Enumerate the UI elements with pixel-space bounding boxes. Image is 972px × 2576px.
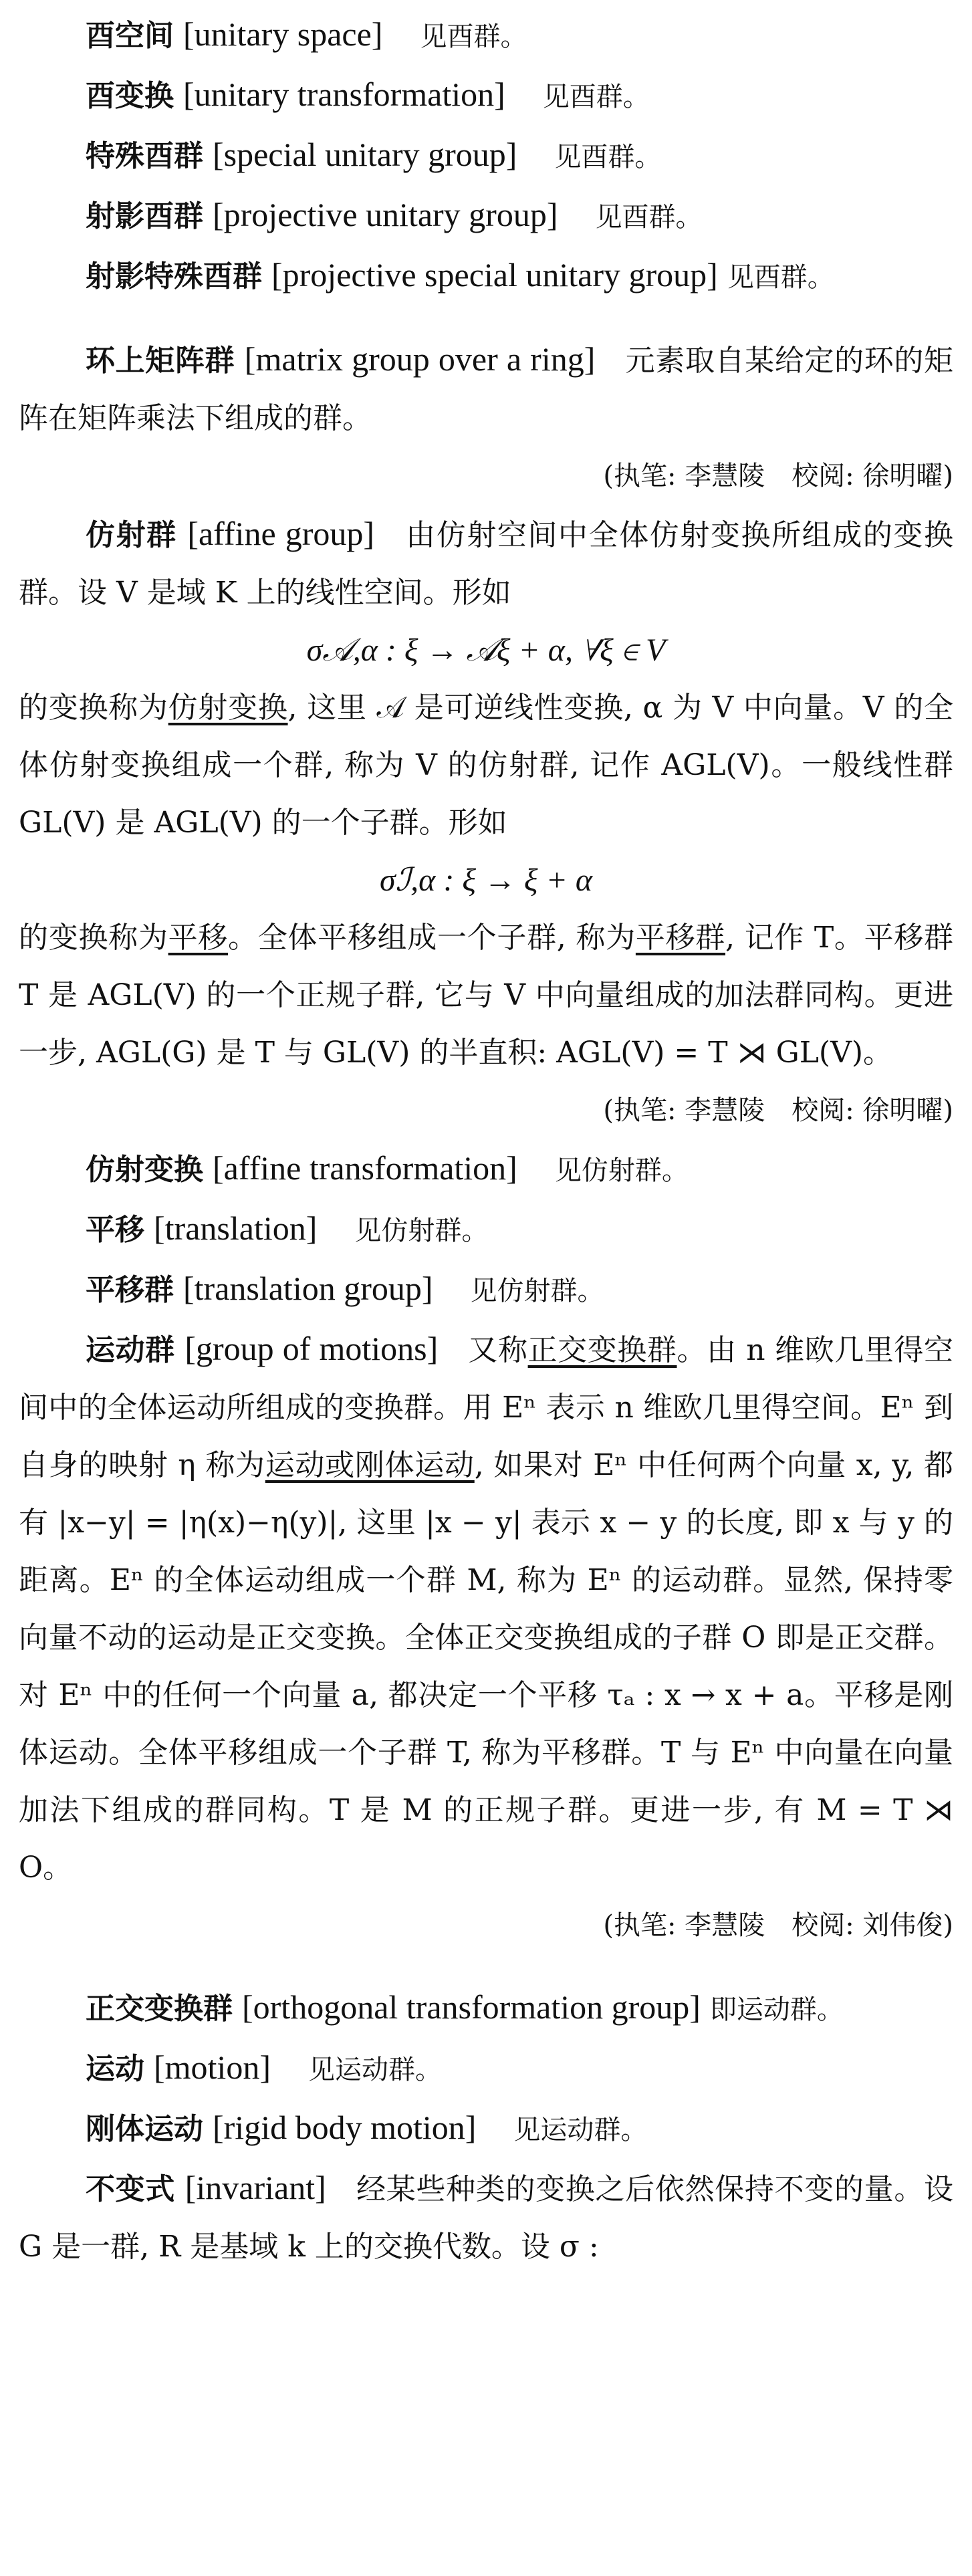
entry-translation-group <box>19 1260 953 1320</box>
underlined-term: 运动或刚体运动 <box>265 1448 475 1482</box>
entry-english: [unitary space] <box>183 15 383 53</box>
entry-see: 见仿射群。 <box>470 1276 604 1306</box>
formula-affine-map: σ𝒜,α : ξ → 𝒜ξ + α, ∀ξ ∈ V <box>306 632 666 668</box>
entry-invariant <box>19 2159 953 2276</box>
entry-translation <box>19 1199 953 1260</box>
entry-english: [projective unitary group] <box>213 196 558 233</box>
body-text: 。全体平移组成一个子群, 称为 <box>227 921 636 955</box>
body-text: 的变换称为 <box>19 691 168 725</box>
entry-term: 酉变换 <box>86 79 174 113</box>
entry-term: 平移 <box>86 1213 144 1247</box>
entry-term: 射影酉群 <box>86 199 203 233</box>
entry-see: 见运动群。 <box>513 2115 648 2145</box>
entry-see: 见酉群。 <box>554 142 662 172</box>
entry-see: 见仿射群。 <box>354 1215 489 1246</box>
entry-term: 仿射变换 <box>86 1153 203 1187</box>
entry-english: [unitary transformation] <box>183 76 505 113</box>
entry-group-of-motions <box>19 1320 953 1897</box>
entry-see: 见仿射群。 <box>554 1155 689 1186</box>
formula-translation-map: σℐ,α : ξ → ξ + α <box>379 862 593 898</box>
entry-english: [matrix group over a ring] <box>244 340 596 378</box>
body-text: 。由 n 维欧几里得空间中的全体运动所组成的变换群。用 Eⁿ 表示 n 维欧几里得空间。Eⁿ 到自身的映射 η 称为 <box>19 1333 954 1482</box>
entry-term: 平移群 <box>86 1273 174 1307</box>
body-text: 又称 <box>468 1333 528 1367</box>
entry-english: [special unitary group] <box>213 136 517 173</box>
entry-english: [translation] <box>154 1209 318 1247</box>
entry-motion <box>19 2038 953 2099</box>
underlined-term: 平移 <box>168 921 228 955</box>
entry-term: 运动 <box>86 2052 144 2086</box>
entry-term: 正交变换群 <box>86 1992 233 2026</box>
entry-body-continued <box>19 679 953 852</box>
entry-see: 见酉群。 <box>595 202 703 233</box>
entry-signature: (执笔: 李慧陵 校阅: 刘伟俊) <box>603 1910 953 1941</box>
entry-body: 元素取自某给定的环的矩阵在矩阵乘法下组成的群。 <box>19 344 954 435</box>
entry-english: [motion] <box>154 2048 271 2086</box>
entry-body: 经某些种类的变换之后依然保持不变的量。设 G 是一群, R 是基域 k 上的交换代数。设 σ : <box>19 2172 954 2264</box>
body-text: , 如果对 Eⁿ 中任何两个向量 x, y, 都有 |x−y| = |η(x)−η(y)|, 这里 |x − y| 表示 x − y 的长度, 即 x 与 y 的距离。Eⁿ 的全体运动组成一个群 M, 称为 Eⁿ 的运动群。显然, 保持零向量不动的运动是正交变换。全体正交变换组成的子群 O 即是正交群。对 Eⁿ 中的任何一个向量 a, 都决定一个平移 τₐ : x → x + a。平移是刚体运动。全体平移组成一个子群 T, 称为平移群。T 与 Eⁿ 中向量在向量加法下组成的群同构。T 是 M 的正规子群。更进一步, 有 M = T ⋊ O。 <box>19 1448 954 1885</box>
entry-english: [rigid body motion] <box>213 2109 477 2146</box>
entry-affine-group <box>19 505 953 622</box>
entry-body-continued <box>19 909 953 1082</box>
entry-see: 即运动群。 <box>709 1994 844 2025</box>
entry-see: 见酉群。 <box>420 21 527 52</box>
entry-affine-transformation <box>19 1139 953 1199</box>
entry-body: 由仿射空间中全体仿射变换所组成的变换群。设 V 是域 K 上的线性空间。形如 <box>19 518 953 610</box>
entry-term: 运动群 <box>86 1333 175 1367</box>
entry-english: [translation group] <box>183 1270 433 1307</box>
underlined-term: 仿射变换 <box>168 691 288 725</box>
entry-signature: (执笔: 李慧陵 校阅: 徐明曜) <box>603 1095 953 1126</box>
entry-term: 酉空间 <box>86 19 174 53</box>
entry-see: 见酉群。 <box>727 262 834 293</box>
body-text: 的变换称为 <box>19 921 168 955</box>
entry-term: 刚体运动 <box>86 2112 203 2146</box>
entry-signature: (执笔: 李慧陵 校阅: 徐明曜) <box>603 461 953 491</box>
entry-english: [projective special unitary group] <box>271 256 718 294</box>
underlined-term: 平移群 <box>635 921 726 955</box>
entry-english: [affine transformation] <box>213 1149 517 1187</box>
entry-term: 不变式 <box>86 2172 176 2206</box>
entry-matrix-group-over-ring <box>19 330 953 447</box>
entry-unitary-space <box>19 5 953 66</box>
entry-rigid-body-motion <box>19 2099 953 2159</box>
entry-term: 特殊酉群 <box>86 139 203 173</box>
body-text: , 记作 T。平移群 T 是 AGL(V) 的一个正规子群, 它与 V 中向量组成的加法群同构。更进一步, AGL(G) 是 T 与 GL(V) 的半直积: AGL(V) = T ⋊ GL(V)。 <box>19 921 954 1070</box>
entry-see: 见运动群。 <box>308 2055 442 2085</box>
entry-english: [group of motions] <box>185 1330 439 1367</box>
entry-unitary-transformation <box>19 66 953 126</box>
entry-english: [invariant] <box>185 2169 326 2206</box>
entry-see: 见酉群。 <box>542 82 650 112</box>
entry-english: [affine group] <box>187 515 375 552</box>
entry-projective-unitary-group <box>19 186 953 246</box>
dictionary-page <box>19 5 953 2276</box>
entry-projective-special-unitary-group <box>19 246 953 306</box>
entry-orthogonal-transformation-group <box>19 1978 953 2038</box>
entry-special-unitary-group <box>19 126 953 186</box>
entry-term: 射影特殊酉群 <box>86 259 262 294</box>
underlined-term: 正交变换群 <box>527 1333 677 1367</box>
entry-term: 环上矩阵群 <box>86 344 235 378</box>
entry-term: 仿射群 <box>86 518 177 552</box>
body-text: , 这里 𝒜 是可逆线性变换, α 为 V 中向量。V 的全体仿射变换组成一个群, 称为 V 的仿射群, 记作 AGL(V)。一般线性群 GL(V) 是 AGL(V) 的一个子群。形如 <box>19 691 954 840</box>
entry-english: [orthogonal transformation group] <box>242 1988 701 2026</box>
